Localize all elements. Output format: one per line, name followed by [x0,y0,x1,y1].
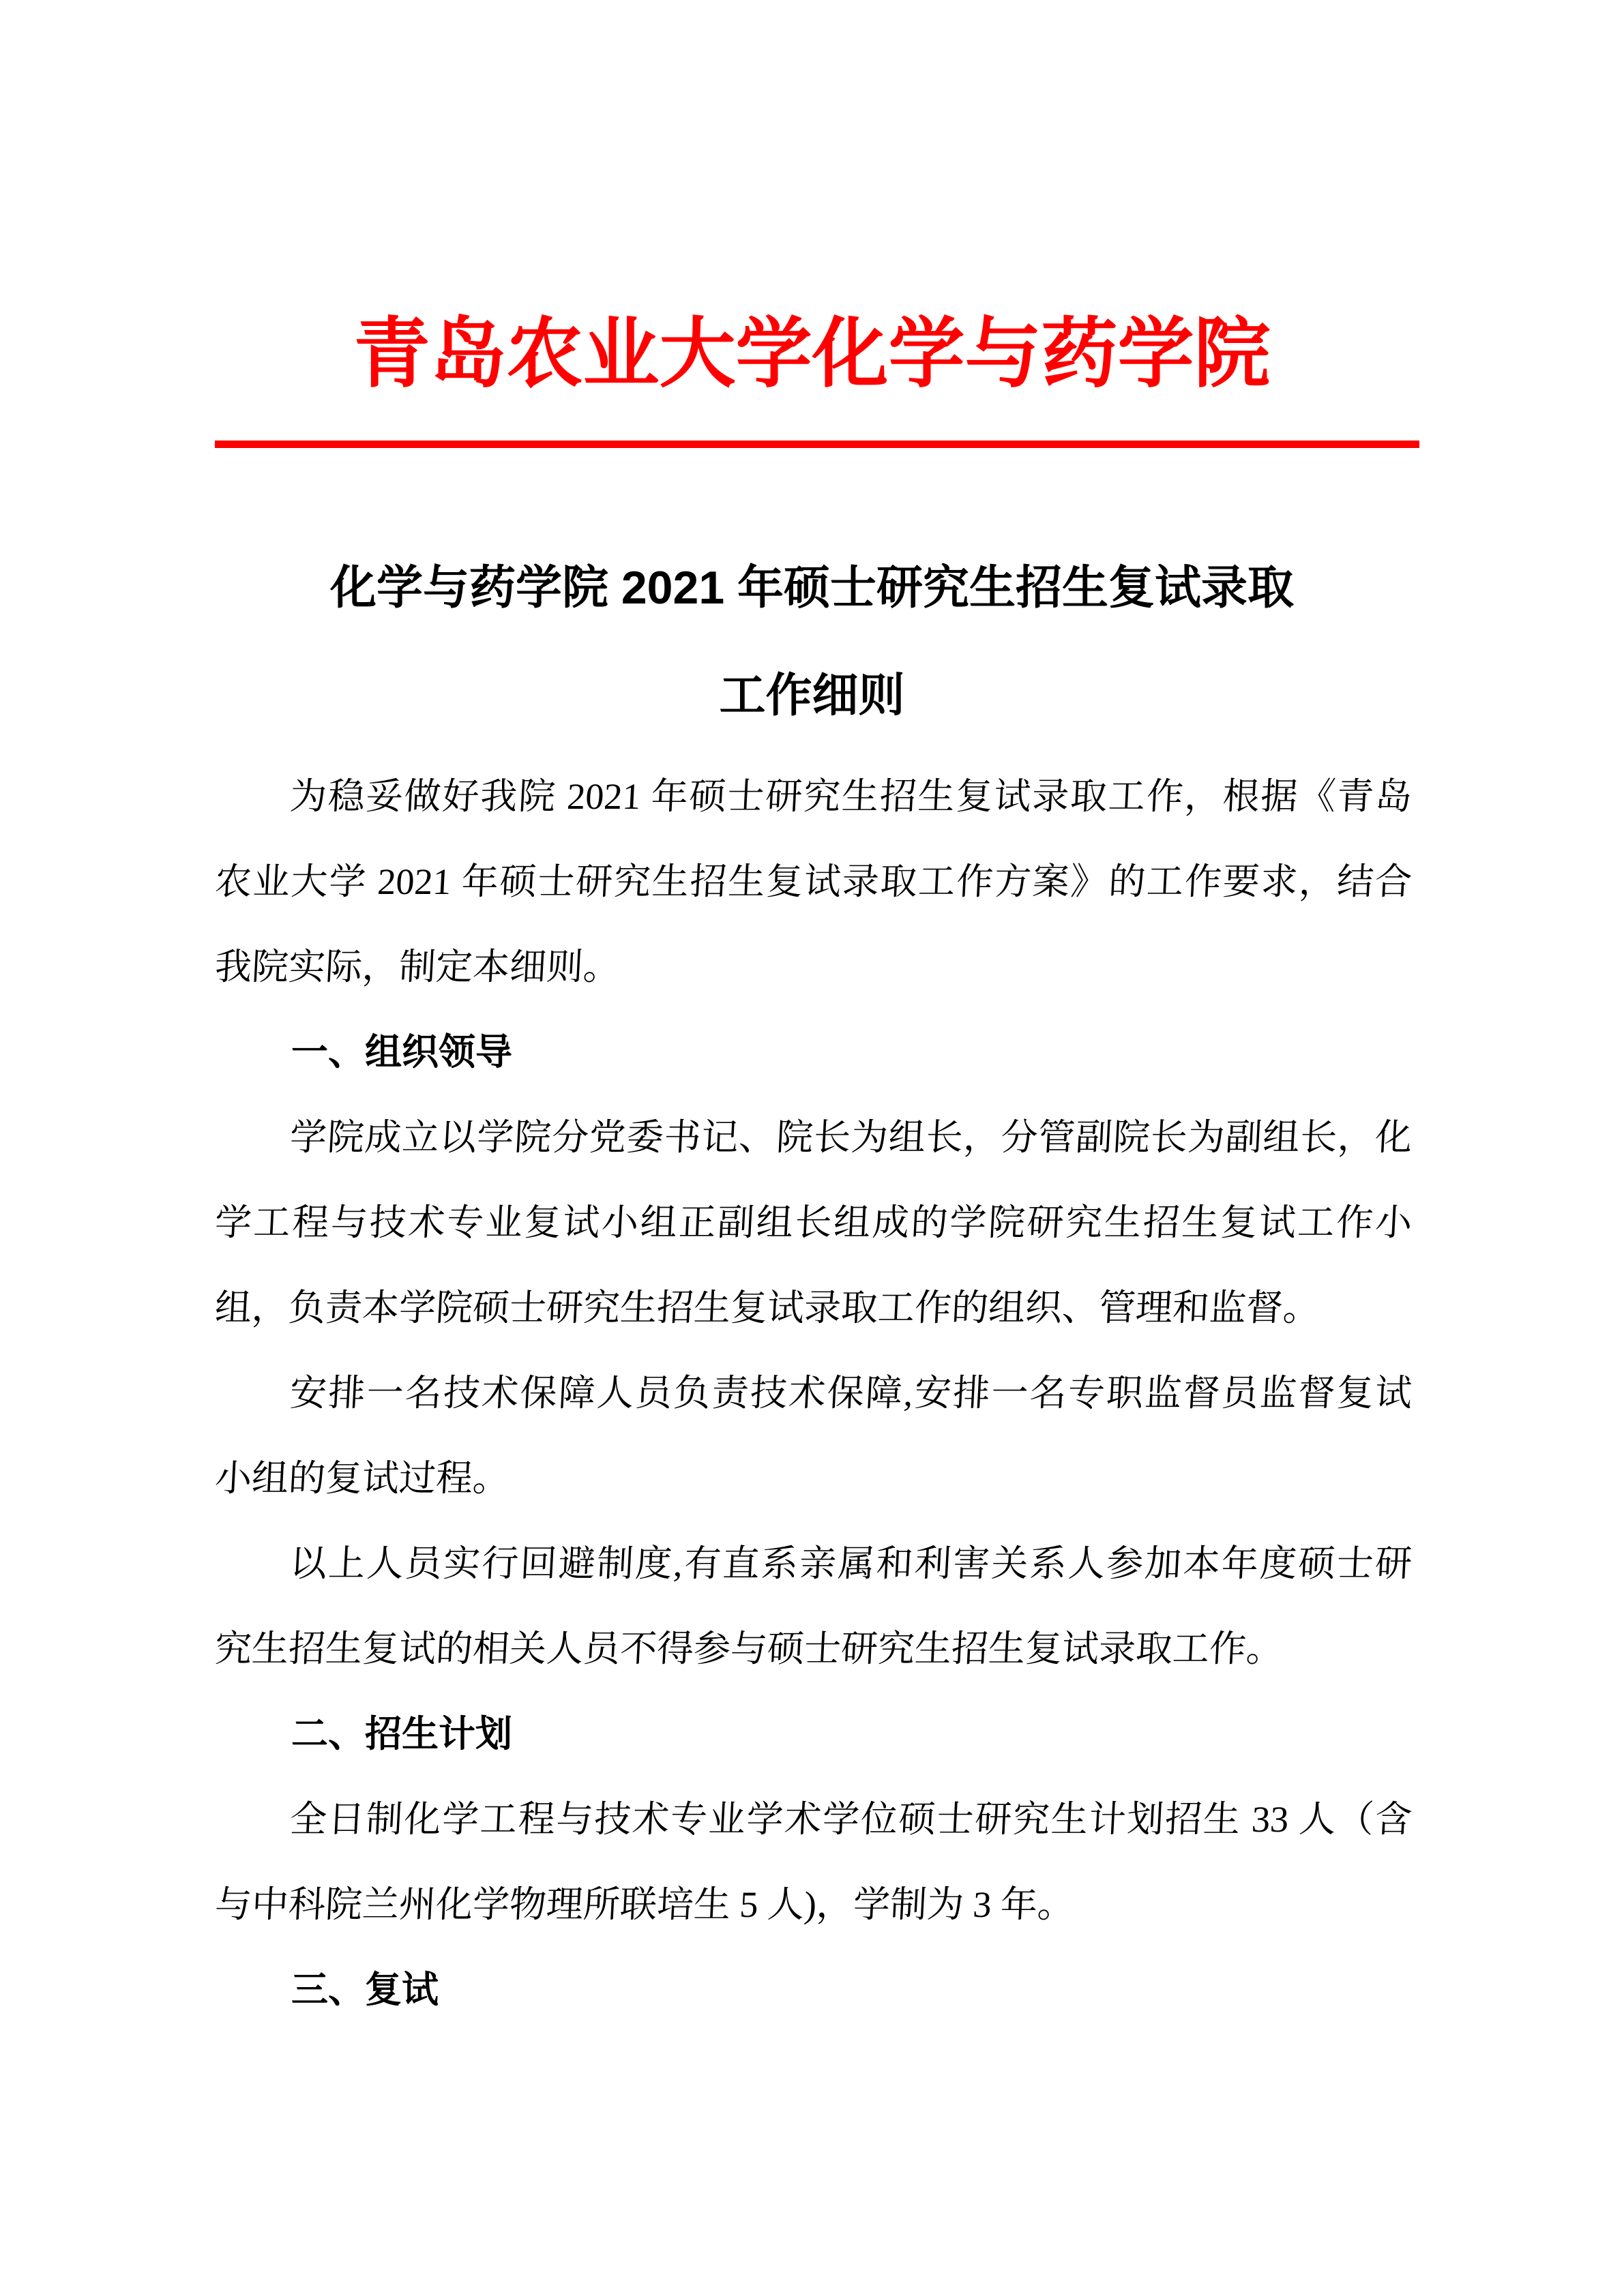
body-line: 与中科院兰州化学物理所联培生 5 人)，学制为 3 年。 [213,1884,1076,1925]
body-line: 小组的复试过程。 [213,1458,511,1499]
section-heading: 一、组织领导 [291,1032,512,1073]
body-line: 我院实际，制定本细则。 [213,946,621,987]
section-heading: 三、复试 [291,1969,439,2010]
document-title-line-2: 工作细则 [719,670,905,721]
body-line: 以上人员实行回避制度,有直系亲属和利害关系人参加本年度硕士研 [289,1543,1413,1584]
body-line: 学工程与技术专业复试小组正副组长组成的学院研究生招生复试工作小 [213,1202,1413,1243]
section-heading: 二、招生计划 [291,1714,512,1755]
document-title [213,534,1411,749]
document-body [215,754,1412,2033]
letterhead-rule [215,441,1419,448]
body-line: 全日制化学工程与技术专业学术学位硕士研究生计划招生 33 人（含 [289,1799,1413,1840]
document-title-line-1: 化学与药学院 2021 年硕士研究生招生复试录取 [329,562,1295,614]
body-line: 究生招生复试的相关人员不得参与硕士研究生招生复试录取工作。 [213,1628,1284,1669]
body-line: 农业大学 2021 年硕士研究生招生复试录取工作方案》的工作要求，结合 [213,861,1413,902]
body-line: 为稳妥做好我院 2021 年硕士研究生招生复试录取工作，根据《青岛 [289,776,1413,817]
body-line: 学院成立以学院分党委书记、院长为组长，分管副院长为副组长，化 [289,1117,1413,1158]
letterhead-title: 青岛农业大学化学与药学院 [353,312,1271,397]
body-line: 安排一名技术保障人员负责技术保障,安排一名专职监督员监督复试 [289,1373,1413,1414]
body-line: 组，负责本学院硕士研究生招生复试录取工作的组织、管理和监督。 [213,1287,1321,1328]
